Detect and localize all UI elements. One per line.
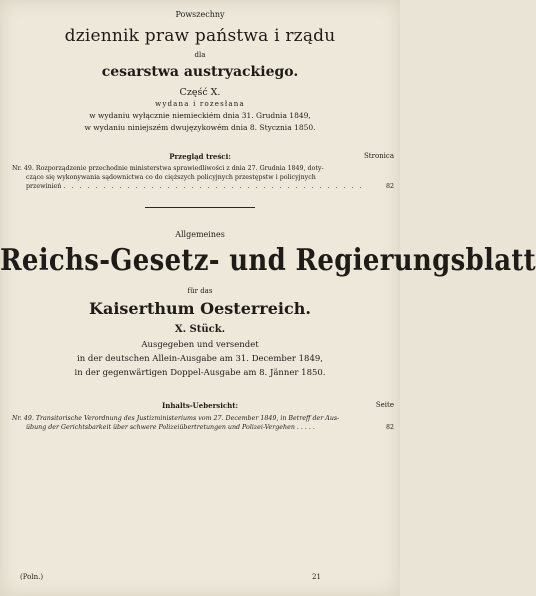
german-toc-title: Inhalts-Uebersicht: — [161, 401, 239, 410]
polish-toc-page-label: Stronica — [363, 152, 394, 160]
german-header: Allgemeines — [175, 230, 225, 239]
german-toc-line-2 — [12, 423, 394, 432]
german-fuer: für das — [187, 287, 213, 295]
polish-title: dziennik praw państwa i rządu — [64, 26, 336, 46]
polish-toc-title: Przegląd treści: — [169, 152, 231, 161]
german-toc-page-label: Seite — [375, 401, 394, 409]
polish-issued: wydana i rozesłana — [155, 100, 245, 108]
section-divider — [145, 207, 255, 208]
polish-toc-line-2: czące się wykonywania sądownictwa co do cięższych policyjnych przestępstw i policyjnych — [26, 174, 316, 181]
polish-toc-line-1: Nr. 49. Rozporządzenie przechodnie ministerstwa sprawiedliwości z dnia 27. Grudnia 1849, doty- — [12, 165, 324, 172]
german-date-line-2: in der gegenwärtigen Doppel-Ausgabe am 8. Jänner 1850. — [74, 368, 326, 378]
polish-date-line-1: w wydaniu wyłącznie niemieckiém dnia 31. Grudnia 1849, — [89, 111, 311, 120]
german-part-number: X. Stück. — [174, 324, 226, 335]
german-date-line-1: in der deutschen Allein-Ausgabe am 31. December 1849, — [77, 354, 323, 364]
polish-toc-page: 82 — [385, 183, 394, 190]
german-toc-line-1: Nr. 49. Transitorische Verordnung des Justizministeriums vom 27. December 1849, in Betreff der Aus- — [12, 415, 340, 422]
german-toc-page: 82 — [385, 424, 394, 431]
german-toc-line-2-text: übung der Gerichtsbarkeit über schwere Polizeiübertretungen und Polizei-Vergehen . . . . . — [26, 424, 315, 431]
polish-part-number: Część X. — [179, 87, 221, 98]
german-empire: Kaiserthum Oesterreich. — [89, 299, 311, 318]
page-number: 21 — [312, 573, 321, 581]
footer-left-mark: (Poln.) — [20, 573, 44, 581]
polish-empire: cesarstwa austryackiego. — [101, 64, 299, 80]
polish-toc-dots: . . . . . . . . . . . . . . . . . . . . . . . . . . . . . . . . . . . . . . — [63, 183, 364, 190]
polish-dla: dla — [194, 51, 206, 59]
polish-header: Powszechny — [175, 10, 225, 19]
polish-toc-line-3-text: przewinień — [26, 183, 62, 190]
polish-toc-line-3 — [12, 182, 394, 191]
german-issued: Ausgegeben und versendet — [141, 340, 259, 350]
polish-date-line-2: w wydaniu niniejszém dwujęzykowém dnia 8. Stycznia 1850. — [84, 123, 316, 132]
german-title: Reichs-Gesetz- und Regierungsblatt — [0, 243, 536, 279]
